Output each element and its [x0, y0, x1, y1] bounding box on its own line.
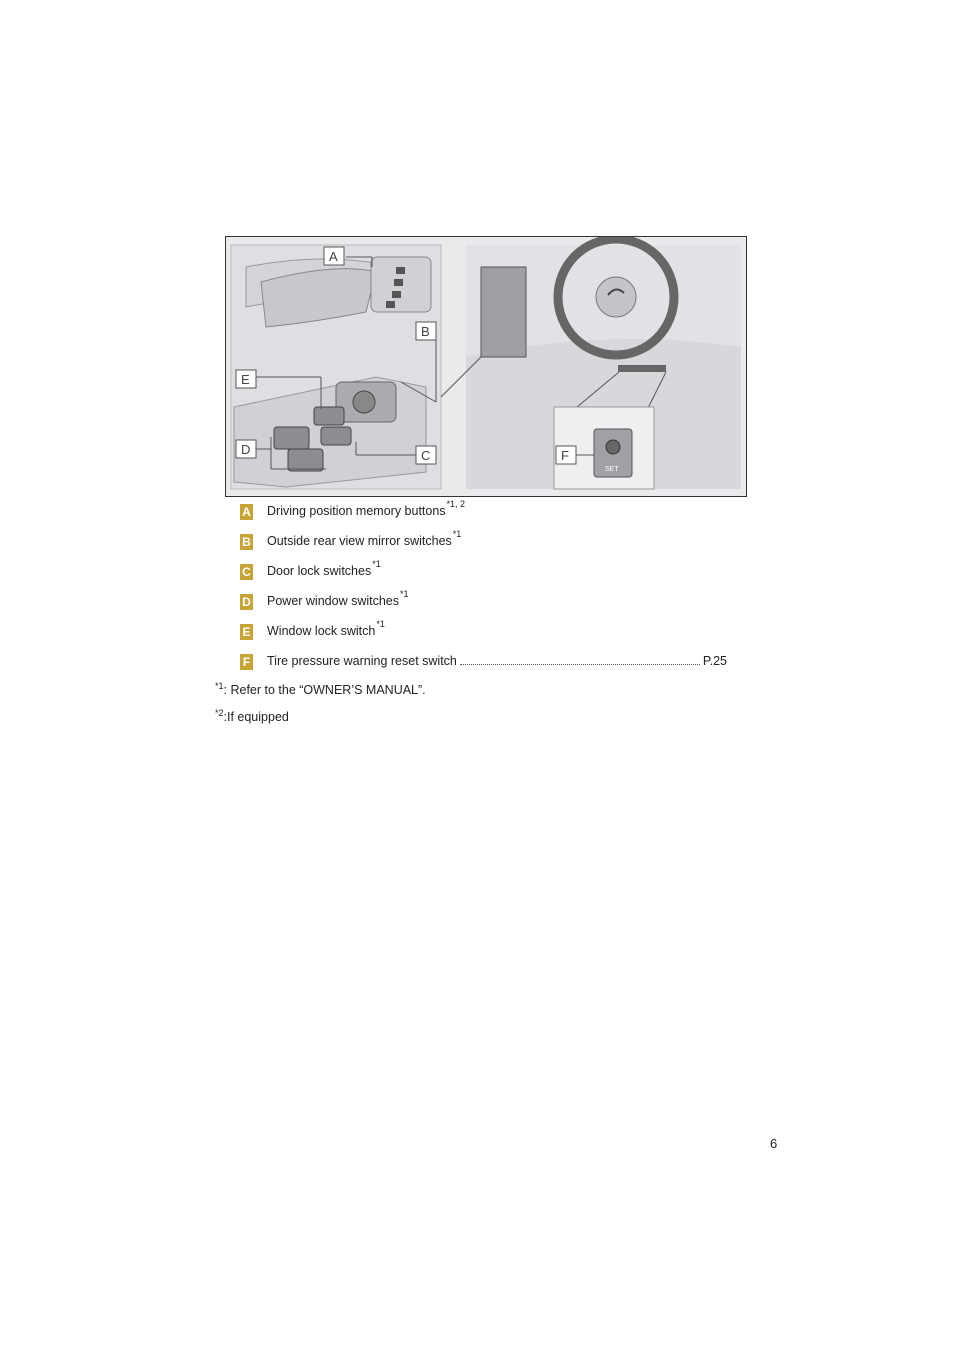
- footnote-ref: *1: [452, 529, 462, 539]
- svg-text:D: D: [241, 442, 251, 457]
- legend-item: [240, 500, 730, 530]
- legend-letter: A: [240, 504, 253, 520]
- legend-letter: D: [240, 594, 253, 610]
- legend-text: Window lock switch: [267, 624, 376, 638]
- legend-text: Power window switches: [267, 594, 399, 608]
- callout-b: [416, 322, 436, 340]
- svg-text:E: E: [241, 372, 250, 387]
- legend-text: Outside rear view mirror switches: [267, 534, 452, 548]
- set-button-label: SET: [605, 466, 619, 473]
- legend-text: Driving position memory buttons: [267, 504, 446, 518]
- legend-letter: F: [240, 654, 253, 670]
- legend-letter: B: [240, 534, 253, 550]
- legend-item: [240, 560, 730, 590]
- svg-text:F: F: [561, 448, 569, 463]
- legend-list: [240, 500, 730, 680]
- legend-text: Door lock switches: [267, 564, 372, 578]
- callout-e: [236, 370, 256, 388]
- footnote-text: :If equipped: [223, 710, 289, 724]
- legend-text: Tire pressure warning reset switch: [267, 654, 457, 668]
- page-number: 6: [770, 1136, 778, 1151]
- legend-item: [240, 530, 730, 560]
- page-reference-link[interactable]: P.25: [702, 654, 727, 668]
- dot-leader: [460, 654, 700, 665]
- callout-f: [556, 446, 576, 464]
- svg-text:A: A: [329, 249, 338, 264]
- vehicle-interior-illustration: [225, 236, 747, 497]
- legend-letter: C: [240, 564, 253, 580]
- footnote-ref: *1: [376, 619, 385, 629]
- footnote-1: [215, 680, 426, 697]
- svg-text:B: B: [421, 324, 430, 339]
- legend-item: [240, 620, 730, 650]
- footnote-text: : Refer to the “OWNER’S MANUAL”.: [223, 683, 426, 697]
- footnote-mark: *1: [215, 680, 224, 691]
- footnote-mark: *2: [215, 707, 224, 718]
- footnote-ref: *1: [372, 559, 381, 569]
- callout-d: [236, 440, 256, 458]
- legend-letter: E: [240, 624, 253, 640]
- interior-drawing: [226, 237, 746, 496]
- footnote-2: [215, 707, 289, 724]
- footnote-ref: *1, 2: [446, 499, 466, 509]
- legend-item: [240, 650, 730, 680]
- svg-text:C: C: [421, 448, 431, 463]
- callout-c: [416, 446, 436, 464]
- callout-a: [324, 247, 344, 265]
- legend-item: [240, 590, 730, 620]
- footnote-ref: *1: [400, 589, 409, 599]
